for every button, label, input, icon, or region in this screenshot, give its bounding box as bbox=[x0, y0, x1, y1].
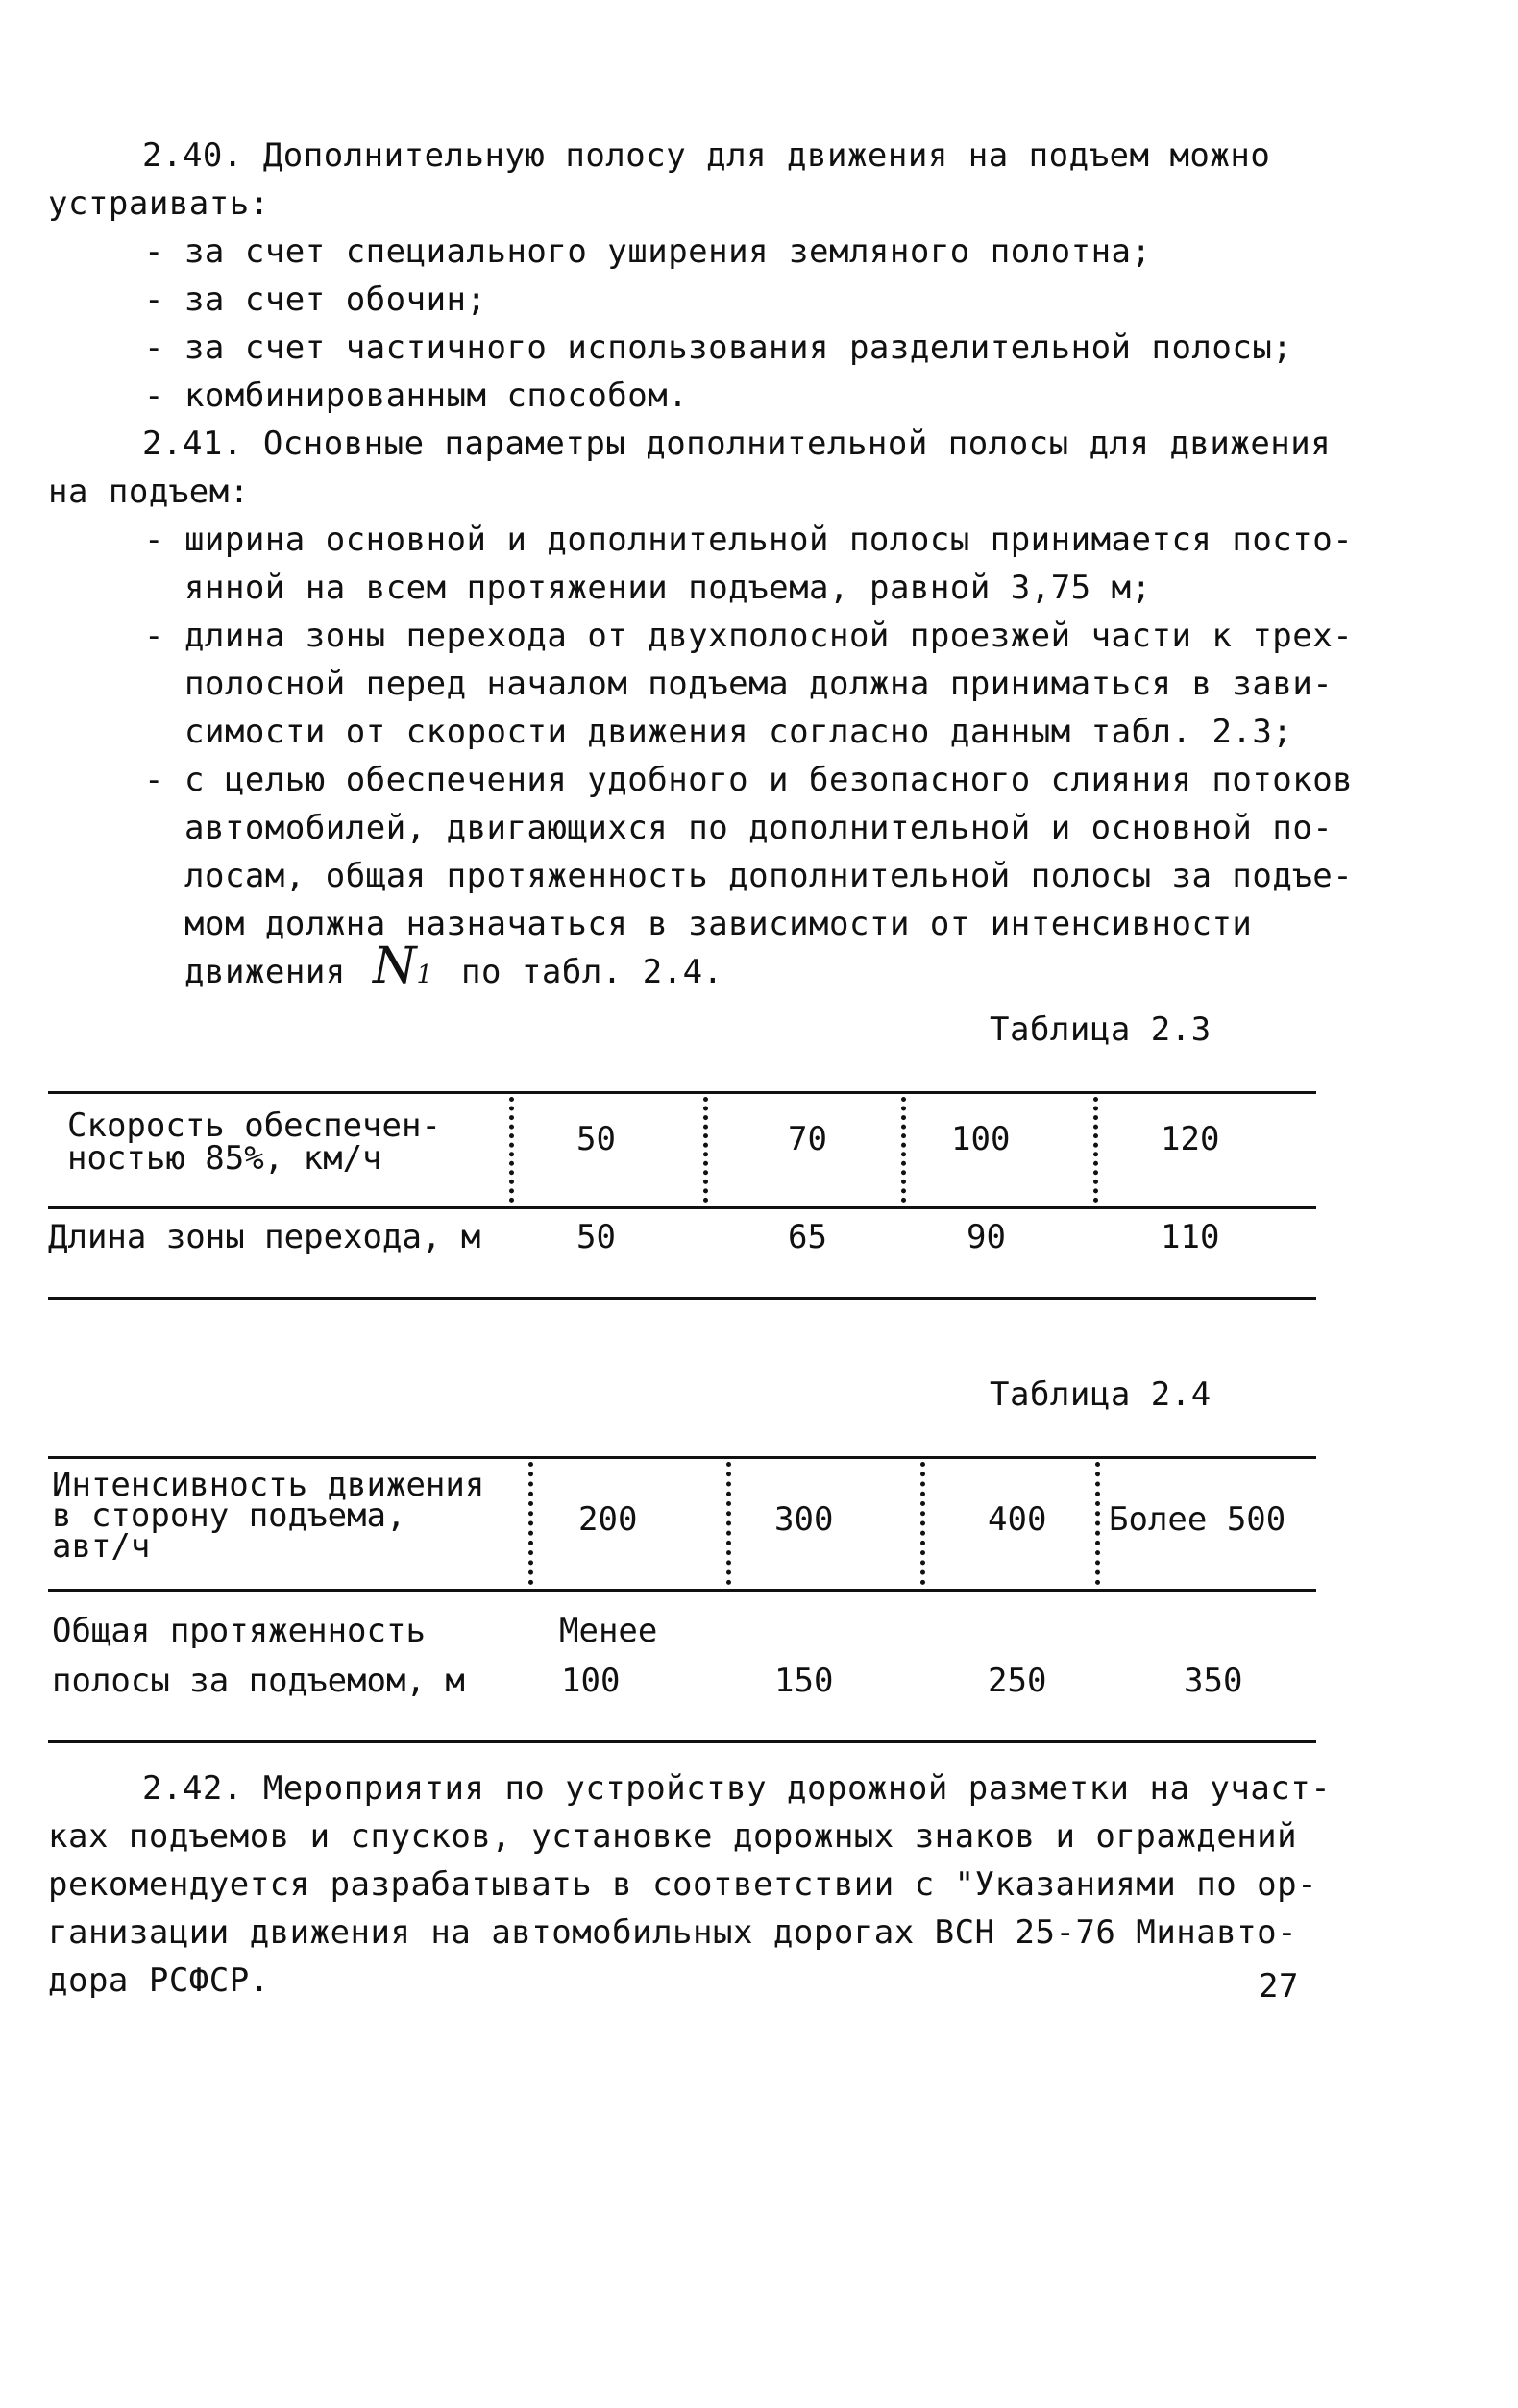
table-24-row-label-1: Общая протяженность bbox=[52, 1612, 426, 1650]
table-23-divider-1 bbox=[509, 1097, 514, 1203]
list-item-241-3b: автомобилей, двигающихся по дополнительной и основной по- bbox=[184, 809, 1334, 847]
para-242-line-1: 2.42. Мероприятия по устройству дорожной разметки на участ- bbox=[142, 1769, 1332, 1808]
table-23-value-4: 110 bbox=[1161, 1218, 1220, 1256]
table-24-header-intensity-3: 400 bbox=[988, 1500, 1047, 1539]
para-242-line-5: дора РСФСР. bbox=[48, 1961, 270, 2000]
intensity-symbol: N1 bbox=[373, 937, 433, 995]
intensity-symbol-subscript: 1 bbox=[416, 961, 433, 989]
list-item-241-3e-prefix: движения bbox=[184, 953, 346, 991]
list-item-241-3c: лосам, общая протяженность дополнительной полосы за подъе- bbox=[184, 857, 1354, 895]
table-23-caption: Таблица 2.3 bbox=[990, 1010, 1212, 1049]
para-241-line-1: 2.41. Основные параметры дополнительной полосы для движения bbox=[142, 425, 1332, 463]
list-item-241-2a: - длина зоны перехода от двухполосной проезжей части к трех- bbox=[144, 617, 1354, 655]
table-24-divider-2 bbox=[726, 1462, 731, 1585]
list-item-241-2c: симости от скорости движения согласно данным табл. 2.3; bbox=[184, 713, 1293, 751]
list-item-241-3e-suffix: по табл. 2.4. bbox=[461, 953, 723, 991]
table-23-row-label: Длина зоны перехода, м bbox=[48, 1218, 481, 1256]
para-241-line-2: на подъем: bbox=[48, 473, 250, 511]
list-item-241-3d: мом должна назначаться в зависимости от интенсивности bbox=[184, 905, 1253, 943]
page-number: 27 bbox=[1259, 1967, 1299, 2006]
table-24-caption: Таблица 2.4 bbox=[990, 1375, 1212, 1414]
table-24-value-3: 250 bbox=[988, 1662, 1047, 1700]
table-24-header-intensity-2: 300 bbox=[774, 1500, 834, 1539]
table-23-divider-2 bbox=[703, 1097, 708, 1203]
table-24-bottom-rule bbox=[48, 1740, 1316, 1743]
table-23-divider-3 bbox=[901, 1097, 906, 1203]
list-item-241-1a: - ширина основной и дополнительной полосы принимается посто- bbox=[144, 521, 1354, 559]
table-24-value-1: 100 bbox=[561, 1662, 621, 1700]
table-23-header-speed-4: 120 bbox=[1161, 1120, 1220, 1158]
list-item-241-2b: полосной перед началом подъема должна приниматься в зави- bbox=[184, 665, 1334, 703]
table-24-header-rule bbox=[48, 1589, 1316, 1592]
list-item-241-1b: янной на всем протяжении подъема, равной 3,75 м; bbox=[184, 569, 1152, 607]
table-24-header-label-3: авт/ч bbox=[52, 1527, 151, 1566]
table-23-bottom-rule bbox=[48, 1297, 1316, 1300]
table-24-value-prefix: Менее bbox=[559, 1612, 658, 1650]
table-23-value-2: 65 bbox=[788, 1218, 827, 1256]
table-24-header-intensity-4: Более 500 bbox=[1109, 1500, 1286, 1539]
table-24-divider-3 bbox=[920, 1462, 925, 1585]
table-24-row-label-2: полосы за подъемом, м bbox=[52, 1662, 465, 1700]
table-23-header-speed-1: 50 bbox=[576, 1120, 616, 1158]
table-24-value-2: 150 bbox=[774, 1662, 834, 1700]
para-242-line-4: ганизации движения на автомобильных дорогах ВСН 25-76 Минавто- bbox=[48, 1913, 1298, 1952]
list-item-240-4: - комбинированным способом. bbox=[144, 377, 689, 415]
list-item-240-1: - за счет специального уширения земляного полотна; bbox=[144, 232, 1152, 271]
para-240-line-1: 2.40. Дополнительную полосу для движения на подъем можно bbox=[142, 136, 1271, 175]
table-24-value-4: 350 bbox=[1184, 1662, 1243, 1700]
table-23-top-rule bbox=[48, 1091, 1316, 1094]
table-24-header-label-2: в сторону подъема, bbox=[52, 1496, 406, 1535]
table-24-divider-4 bbox=[1095, 1462, 1100, 1585]
table-23-header-speed-2: 70 bbox=[788, 1120, 827, 1158]
table-23-header-speed-3: 100 bbox=[951, 1120, 1011, 1158]
table-23-header-rule bbox=[48, 1206, 1316, 1209]
para-242-line-2: ках подъемов и спусков, установке дорожных знаков и ограждений bbox=[48, 1817, 1298, 1856]
table-24-header-label-1: Интенсивность движения bbox=[52, 1466, 485, 1504]
para-242-line-3: рекомендуется разрабатывать в соответствии с "Указаниями по ор- bbox=[48, 1865, 1318, 1904]
table-23-header-label-1: Скорость обеспечен- bbox=[67, 1107, 441, 1145]
table-24-divider-1 bbox=[528, 1462, 533, 1585]
list-item-241-3a: - с целью обеспечения удобного и безопасного слияния потоков bbox=[144, 761, 1354, 799]
table-24-header-intensity-1: 200 bbox=[578, 1500, 638, 1539]
table-23-header-label-2: ностью 85%, км/ч bbox=[67, 1139, 382, 1178]
table-23-value-3: 90 bbox=[967, 1218, 1006, 1256]
table-24-top-rule bbox=[48, 1456, 1316, 1459]
para-240-line-2: устраивать: bbox=[48, 184, 270, 223]
list-item-240-3: - за счет частичного использования разделительной полосы; bbox=[144, 328, 1293, 367]
list-item-240-2: - за счет обочин; bbox=[144, 280, 487, 319]
table-23-divider-4 bbox=[1093, 1097, 1098, 1203]
table-23-value-1: 50 bbox=[576, 1218, 616, 1256]
